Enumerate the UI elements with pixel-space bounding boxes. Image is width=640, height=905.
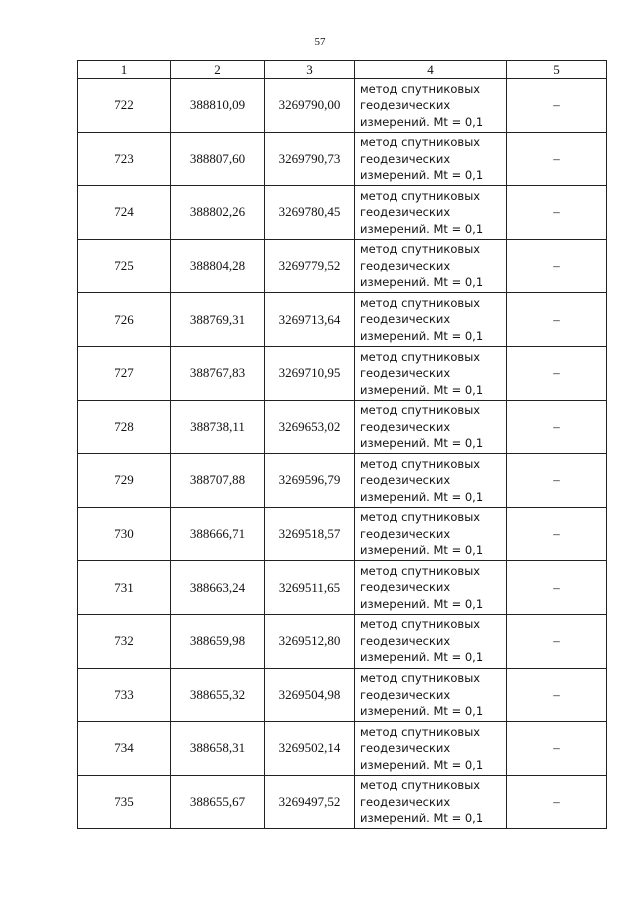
table-row xyxy=(78,132,607,186)
method-line: измерений. Mt = 0,1 xyxy=(360,436,484,451)
table-row xyxy=(78,668,607,722)
table-row xyxy=(78,346,607,400)
method-line: метод спутниковых xyxy=(360,349,481,364)
point-number-cell: 727 xyxy=(78,346,171,400)
method-line: измерений. Mt = 0,1 xyxy=(360,757,484,772)
point-number-cell: 728 xyxy=(78,400,171,454)
table-row xyxy=(78,561,607,615)
y-coordinate-cell: 3269713,64 xyxy=(265,293,355,347)
x-coordinate-cell: 388655,67 xyxy=(171,775,265,829)
method-line: измерений. Mt = 0,1 xyxy=(360,382,484,397)
x-coordinate-cell: 388655,32 xyxy=(171,668,265,722)
method-line: метод спутниковых xyxy=(360,671,481,686)
note-cell: – xyxy=(507,186,607,240)
point-number-cell: 724 xyxy=(78,186,171,240)
x-coordinate-cell: 388767,83 xyxy=(171,346,265,400)
method-line: геодезических xyxy=(360,580,451,595)
method-line: геодезических xyxy=(360,98,451,113)
method-cell xyxy=(355,186,507,240)
method-line: измерений. Mt = 0,1 xyxy=(360,650,484,665)
method-line: метод спутниковых xyxy=(360,724,481,739)
method-line: геодезических xyxy=(360,419,451,434)
method-line: метод спутниковых xyxy=(360,295,481,310)
column-header-1: 1 xyxy=(78,61,171,79)
x-coordinate-cell: 388663,24 xyxy=(171,561,265,615)
note-cell: – xyxy=(507,454,607,508)
y-coordinate-cell: 3269780,45 xyxy=(265,186,355,240)
x-coordinate-cell: 388810,09 xyxy=(171,79,265,133)
point-number-cell: 722 xyxy=(78,79,171,133)
table-body xyxy=(78,79,607,829)
point-number-cell: 730 xyxy=(78,507,171,561)
method-line: измерений. Mt = 0,1 xyxy=(360,275,484,290)
method-cell xyxy=(355,400,507,454)
method-line: геодезических xyxy=(360,258,451,273)
y-coordinate-cell: 3269504,98 xyxy=(265,668,355,722)
note-cell: – xyxy=(507,239,607,293)
note-cell: – xyxy=(507,293,607,347)
method-cell xyxy=(355,454,507,508)
method-cell xyxy=(355,614,507,668)
x-coordinate-cell: 388659,98 xyxy=(171,614,265,668)
method-cell xyxy=(355,346,507,400)
method-line: измерений. Mt = 0,1 xyxy=(360,328,484,343)
method-line: измерений. Mt = 0,1 xyxy=(360,489,484,504)
y-coordinate-cell: 3269512,80 xyxy=(265,614,355,668)
y-coordinate-cell: 3269511,65 xyxy=(265,561,355,615)
page-number: 57 xyxy=(314,36,326,48)
y-coordinate-cell: 3269596,79 xyxy=(265,454,355,508)
method-line: метод спутниковых xyxy=(360,778,481,793)
x-coordinate-cell: 388807,60 xyxy=(171,132,265,186)
method-line: геодезических xyxy=(360,366,451,381)
table-header-row xyxy=(78,61,607,79)
column-header-2: 2 xyxy=(171,61,265,79)
column-header-4: 4 xyxy=(355,61,507,79)
y-coordinate-cell: 3269653,02 xyxy=(265,400,355,454)
table-row xyxy=(78,454,607,508)
note-cell: – xyxy=(507,507,607,561)
method-line: метод спутниковых xyxy=(360,403,481,418)
table-row xyxy=(78,79,607,133)
point-number-cell: 726 xyxy=(78,293,171,347)
method-line: геодезических xyxy=(360,205,451,220)
y-coordinate-cell: 3269518,57 xyxy=(265,507,355,561)
note-cell: – xyxy=(507,614,607,668)
point-number-cell: 729 xyxy=(78,454,171,508)
y-coordinate-cell: 3269497,52 xyxy=(265,775,355,829)
method-line: геодезических xyxy=(360,312,451,327)
table-row xyxy=(78,400,607,454)
y-coordinate-cell: 3269790,73 xyxy=(265,132,355,186)
table-row xyxy=(78,293,607,347)
method-cell xyxy=(355,79,507,133)
table-row xyxy=(78,775,607,829)
note-cell: – xyxy=(507,722,607,776)
method-line: метод спутниковых xyxy=(360,617,481,632)
method-line: измерений. Mt = 0,1 xyxy=(360,114,484,129)
method-line: геодезических xyxy=(360,794,451,809)
method-line: измерений. Mt = 0,1 xyxy=(360,704,484,719)
method-cell xyxy=(355,775,507,829)
method-line: метод спутниковых xyxy=(360,81,481,96)
table-row xyxy=(78,239,607,293)
x-coordinate-cell: 388769,31 xyxy=(171,293,265,347)
coordinates-table xyxy=(77,60,607,829)
method-line: геодезических xyxy=(360,473,451,488)
method-line: метод спутниковых xyxy=(360,510,481,525)
note-cell: – xyxy=(507,400,607,454)
method-line: геодезических xyxy=(360,151,451,166)
note-cell: – xyxy=(507,346,607,400)
method-line: геодезических xyxy=(360,633,451,648)
method-cell xyxy=(355,507,507,561)
y-coordinate-cell: 3269710,95 xyxy=(265,346,355,400)
table-row xyxy=(78,186,607,240)
y-coordinate-cell: 3269502,14 xyxy=(265,722,355,776)
note-cell: – xyxy=(507,79,607,133)
column-header-3: 3 xyxy=(265,61,355,79)
point-number-cell: 731 xyxy=(78,561,171,615)
column-header-5: 5 xyxy=(507,61,607,79)
x-coordinate-cell: 388666,71 xyxy=(171,507,265,561)
y-coordinate-cell: 3269779,52 xyxy=(265,239,355,293)
method-line: геодезических xyxy=(360,687,451,702)
method-line: измерений. Mt = 0,1 xyxy=(360,221,484,236)
method-line: метод спутниковых xyxy=(360,188,481,203)
x-coordinate-cell: 388658,31 xyxy=(171,722,265,776)
point-number-cell: 725 xyxy=(78,239,171,293)
method-cell xyxy=(355,668,507,722)
method-line: геодезических xyxy=(360,741,451,756)
point-number-cell: 732 xyxy=(78,614,171,668)
method-cell xyxy=(355,239,507,293)
point-number-cell: 734 xyxy=(78,722,171,776)
x-coordinate-cell: 388707,88 xyxy=(171,454,265,508)
point-number-cell: 723 xyxy=(78,132,171,186)
method-line: метод спутниковых xyxy=(360,456,481,471)
method-line: метод спутниковых xyxy=(360,242,481,257)
method-cell xyxy=(355,561,507,615)
x-coordinate-cell: 388738,11 xyxy=(171,400,265,454)
note-cell: – xyxy=(507,561,607,615)
method-line: измерений. Mt = 0,1 xyxy=(360,543,484,558)
method-line: измерений. Mt = 0,1 xyxy=(360,596,484,611)
y-coordinate-cell: 3269790,00 xyxy=(265,79,355,133)
method-cell xyxy=(355,293,507,347)
note-cell: – xyxy=(507,132,607,186)
note-cell: – xyxy=(507,668,607,722)
x-coordinate-cell: 388802,26 xyxy=(171,186,265,240)
table-row xyxy=(78,507,607,561)
point-number-cell: 733 xyxy=(78,668,171,722)
method-cell xyxy=(355,132,507,186)
method-line: измерений. Mt = 0,1 xyxy=(360,811,484,826)
method-line: геодезических xyxy=(360,526,451,541)
note-cell: – xyxy=(507,775,607,829)
method-line: измерений. Mt = 0,1 xyxy=(360,168,484,183)
method-line: метод спутниковых xyxy=(360,135,481,150)
table-row xyxy=(78,614,607,668)
method-cell xyxy=(355,722,507,776)
method-line: метод спутниковых xyxy=(360,563,481,578)
point-number-cell: 735 xyxy=(78,775,171,829)
x-coordinate-cell: 388804,28 xyxy=(171,239,265,293)
table-row xyxy=(78,722,607,776)
